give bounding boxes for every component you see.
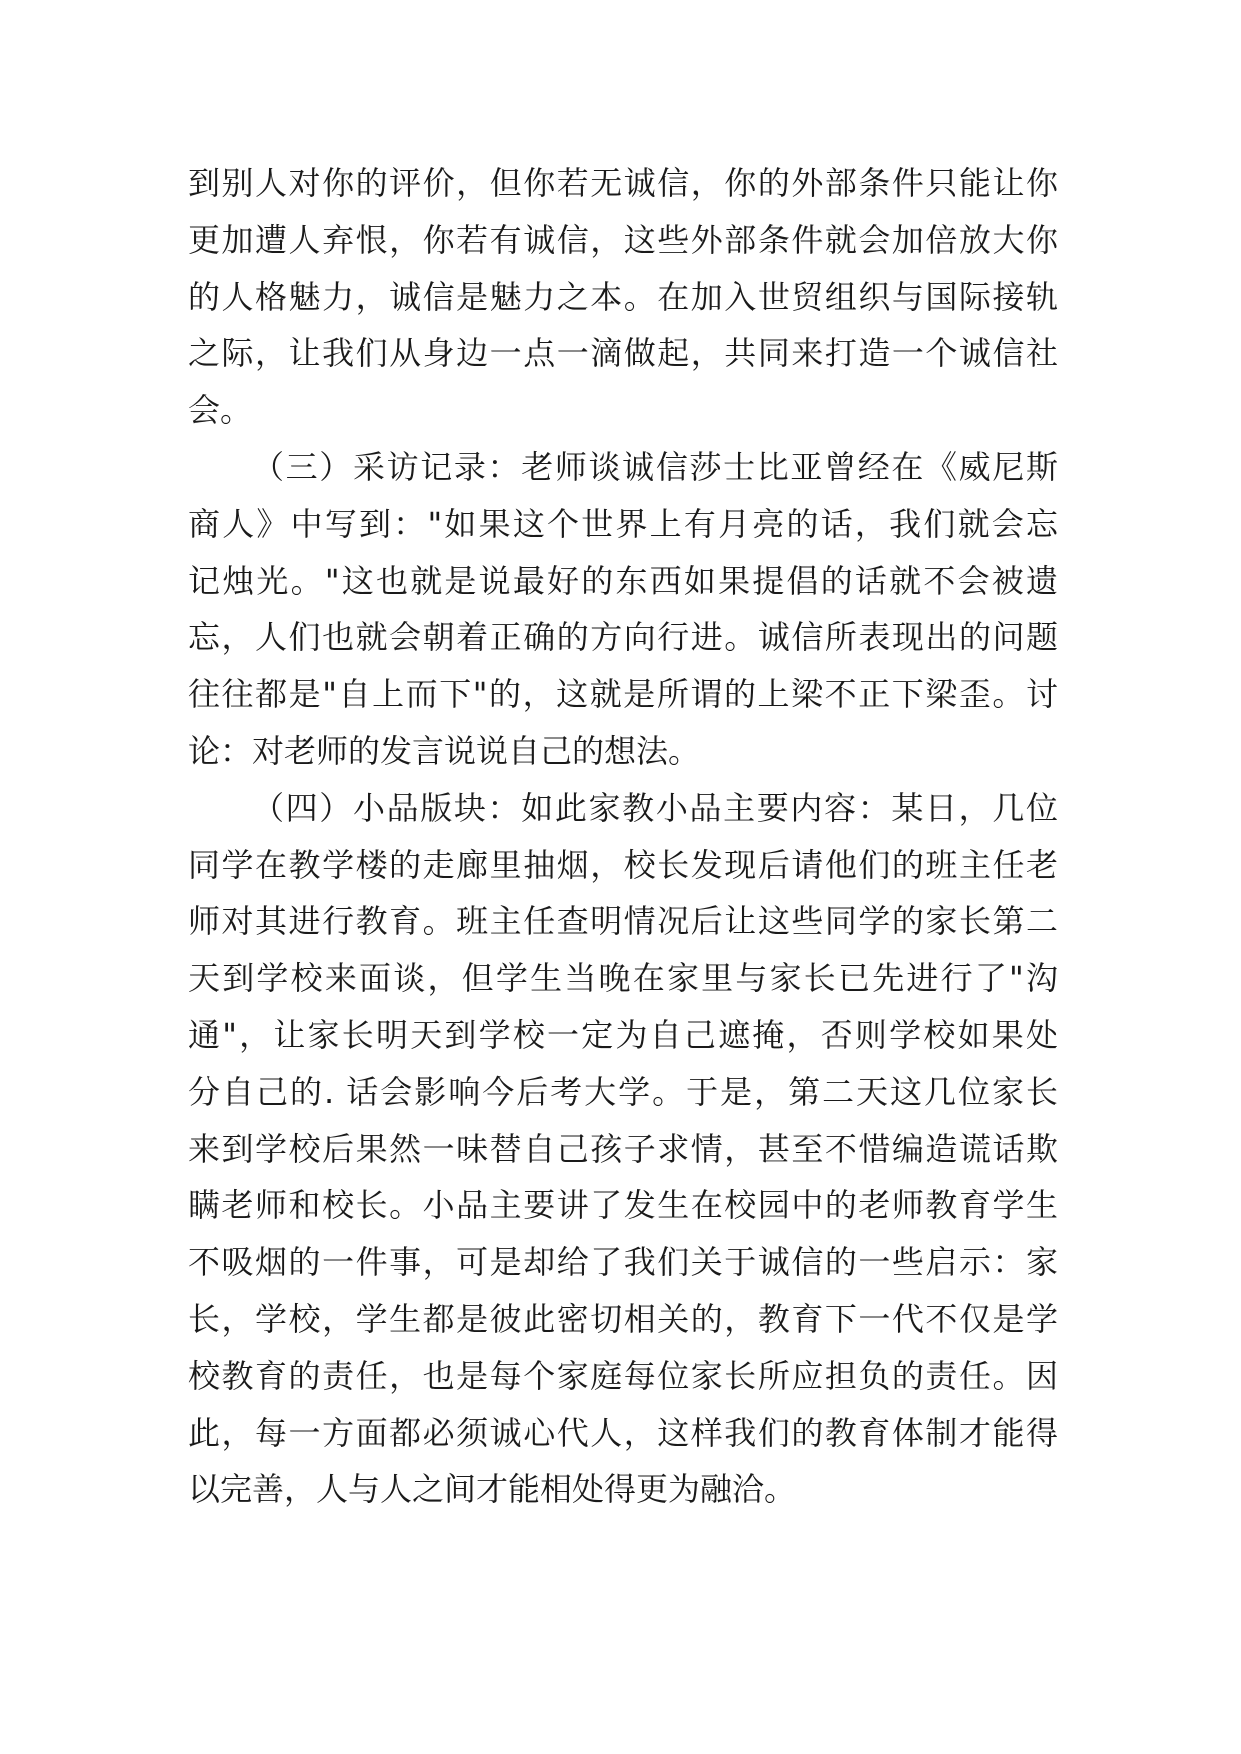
text-line: 长，学校，学生都是彼此密切相关的，教育下一代不仅是学 (188, 1299, 1058, 1338)
text-line: 商人》中写到："如果这个世界上有月亮的话，我们就会忘 (188, 504, 1058, 543)
text-line: 此，每一方面都必须诚心代人，这样我们的教育体制才能得 (188, 1413, 1058, 1452)
text-line: 通"，让家长明天到学校一定为自己遮掩，否则学校如果处 (188, 1015, 1058, 1054)
paragraph-end-line: 会。 (188, 391, 253, 430)
text-line: 来到学校后果然一味替自己孩子求情，甚至不惜编造谎话欺 (188, 1129, 1058, 1168)
text-line: 瞒老师和校长。小品主要讲了发生在校园中的老师教育学生 (188, 1186, 1058, 1225)
paragraph-start-line: （三）采访记录：老师谈诚信莎士比亚曾经在《威尼斯 (252, 447, 1058, 486)
text-line: 同学在教学楼的走廊里抽烟，校长发现后请他们的班主任老 (188, 845, 1058, 884)
text-line: 校教育的责任，也是每个家庭每位家长所应担负的责任。因 (188, 1356, 1058, 1395)
text-line: 分自己的. 话会影响今后考大学。于是，第二天这几位家长 (188, 1072, 1058, 1111)
text-line: 忘，人们也就会朝着正确的方向行进。诚信所表现出的问题 (188, 618, 1058, 657)
text-line: 的人格魅力，诚信是魅力之本。在加入世贸组织与国际接轨 (188, 277, 1058, 316)
document-body (188, 155, 1058, 1518)
text-line: 之际，让我们从身边一点一滴做起，共同来打造一个诚信社 (188, 334, 1058, 373)
text-line: 到别人对你的评价，但你若无诚信，你的外部条件只能让你 (188, 164, 1058, 202)
text-line: 往往都是"自上而下"的，这就是所谓的上梁不正下梁歪。讨 (188, 675, 1058, 714)
paragraph-end-line: 论：对老师的发言说说自己的想法。 (188, 731, 701, 770)
paragraph-end-line: 以完善，人与人之间才能相处得更为融洽。 (188, 1470, 797, 1509)
text-line: 师对其进行教育。班主任查明情况后让这些同学的家长第二 (188, 902, 1058, 941)
text-line: 更加遭人弃恨，你若有诚信，这些外部条件就会加倍放大你 (188, 220, 1058, 259)
text-line: 不吸烟的一件事，可是却给了我们关于诚信的一些启示：家 (188, 1243, 1058, 1282)
text-line: 记烛光。"这也就是说最好的东西如果提倡的话就不会被遗 (188, 561, 1058, 600)
text-line: 天到学校来面谈，但学生当晚在家里与家长已先进行了"沟 (188, 959, 1058, 998)
paragraph-start-line: （四）小品版块：如此家教小品主要内容：某日，几位 (252, 788, 1058, 827)
